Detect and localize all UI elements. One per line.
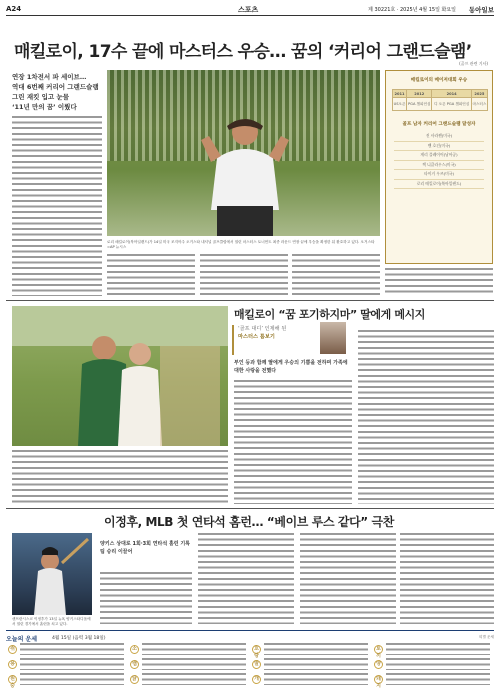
footer-date: 4월 15일 (음력 3월 18일) bbox=[52, 636, 106, 641]
lee-photo bbox=[12, 533, 92, 615]
table-cell: 디 오픈 PGA 챔피언십 bbox=[432, 98, 471, 111]
third-deck: 양키스 상대로 1회·3회 연타석 홈런 기록 팀 승리 이끌어 bbox=[100, 541, 191, 555]
section-divider bbox=[6, 300, 494, 301]
fortune-cell bbox=[128, 643, 246, 659]
main-body-text-col1 bbox=[12, 116, 102, 296]
couple-photo bbox=[12, 306, 228, 446]
table-cell: 마스터스 bbox=[471, 98, 487, 111]
second-body-col2 bbox=[358, 330, 494, 504]
fortune-cell bbox=[6, 673, 124, 689]
zodiac-icon: 개 bbox=[252, 675, 261, 684]
pull-quote bbox=[232, 325, 314, 355]
main-body-text-col4 bbox=[292, 254, 380, 296]
second-body-col1 bbox=[234, 380, 352, 504]
fortune-text bbox=[142, 643, 246, 655]
fortune-text bbox=[20, 643, 124, 655]
deck-line: 역대 6번째 커리어 그랜드슬램 bbox=[12, 83, 99, 91]
list-item: 진 사라젠(미국) bbox=[394, 132, 484, 142]
sidebar-title-2: 골프 남자 커리어 그랜드슬램 달성자 bbox=[402, 122, 476, 127]
fortune-cell bbox=[250, 643, 368, 659]
second-deck: 부인 등과 함께 딸에게 우승의 기쁨을 전하며 가족에 대한 사랑을 전했다 bbox=[234, 360, 348, 374]
main-photo bbox=[107, 70, 380, 236]
fortune-text bbox=[386, 673, 490, 685]
quote-name: 마스터스 룸보기 bbox=[238, 334, 275, 340]
fortune-text bbox=[264, 658, 368, 670]
issue-date: 제 30221호 · 2025년 4월 15일 화요일 bbox=[368, 7, 456, 13]
main-photo-caption: 로리 매킬로이(북아일랜드)가 14일 미국 조지아주 오거스타 내셔널 골프클럽에서 열린 마스터스 토너먼트 최종 라운드 연장 끝에 우승을 확정한 뒤 환호하고 있다. 오거스타=AP 뉴시스 bbox=[107, 240, 375, 249]
header-divider bbox=[6, 15, 494, 16]
fortune-text bbox=[20, 658, 124, 670]
fortune-cell bbox=[372, 658, 490, 674]
third-body-col4 bbox=[400, 533, 494, 624]
deck-line: 연장 1차전서 파 세이브… bbox=[12, 73, 87, 81]
quote-label: ‘골프 대디’ 인제해 된 bbox=[238, 326, 287, 332]
zodiac-icon: 소 bbox=[130, 645, 139, 654]
table-cell: PGA 챔피언십 bbox=[406, 98, 432, 111]
couple-caption-text bbox=[12, 450, 228, 504]
list-item: 로리 매킬로이(북아일랜드) bbox=[394, 180, 484, 190]
major-wins-sidebar bbox=[385, 70, 493, 264]
list-item: 벤 호건(미국) bbox=[394, 142, 484, 152]
fortune-cell bbox=[128, 673, 246, 689]
zodiac-icon: 말 bbox=[252, 660, 261, 669]
deck-line: ‘11년 만의 꿈’ 이뤘다 bbox=[12, 103, 77, 111]
fortune-text bbox=[264, 673, 368, 685]
main-byline: (골프 관련 기사) bbox=[459, 61, 488, 66]
batter-figure bbox=[12, 533, 92, 615]
zodiac-icon: 토끼 bbox=[374, 645, 383, 654]
fortune-cell bbox=[6, 643, 124, 659]
table-header: 2011 bbox=[394, 91, 405, 96]
zodiac-icon: 돼지 bbox=[374, 675, 383, 684]
fortune-text bbox=[386, 643, 490, 655]
section-name: 스포츠 bbox=[238, 6, 259, 14]
section-divider-2 bbox=[6, 508, 494, 509]
fortune-cell bbox=[250, 673, 368, 689]
table-header: 2014 bbox=[432, 90, 471, 98]
fortune-text bbox=[142, 673, 246, 685]
fortune-text bbox=[264, 643, 368, 655]
third-headline: 이정후, MLB 첫 연타석 홈런… “베이브 루스 같다” 극찬 bbox=[104, 515, 394, 529]
fortune-footer bbox=[6, 630, 494, 688]
third-body-col1 bbox=[100, 572, 192, 624]
deck-line: 그린 재킷 입고 눈물 bbox=[12, 93, 70, 101]
footer-title: 오늘의 운세 bbox=[6, 636, 38, 643]
main-headline: 매킬로이, 17수 끝에 마스터스 우승… 꿈의 ‘커리어 그랜드슬램’ bbox=[14, 42, 472, 62]
table-cell: US오픈 bbox=[393, 98, 407, 111]
sidebar-note-text bbox=[385, 268, 493, 296]
list-item: 잭 니클라우스(미국) bbox=[394, 161, 484, 171]
main-deck bbox=[12, 72, 102, 112]
table-header: 2012 bbox=[406, 90, 432, 98]
main-body-text-col2 bbox=[107, 254, 195, 296]
fortune-cell bbox=[372, 643, 490, 659]
third-body-col2 bbox=[198, 533, 294, 624]
fortune-text bbox=[20, 673, 124, 685]
fortune-text bbox=[386, 658, 490, 670]
author-thumbnail bbox=[320, 322, 346, 354]
couple-figures bbox=[12, 306, 228, 446]
zodiac-icon: 용 bbox=[8, 660, 17, 669]
footer-note: 띠별 운세 bbox=[478, 635, 494, 639]
third-body-col3 bbox=[300, 533, 396, 624]
fortune-cell bbox=[6, 658, 124, 674]
fortune-cell bbox=[250, 658, 368, 674]
fortune-text bbox=[142, 658, 246, 670]
sidebar-title: 매킬로이의 메이저대회 우승 bbox=[410, 78, 468, 83]
zodiac-icon: 쥐 bbox=[8, 645, 17, 654]
main-body-text-col3 bbox=[200, 254, 288, 296]
page-number: A24 bbox=[6, 5, 22, 13]
list-item: 게리 플레이어(남아공) bbox=[394, 151, 484, 161]
major-wins-table bbox=[392, 89, 488, 111]
fortune-cell bbox=[372, 673, 490, 689]
zodiac-icon: 원숭 bbox=[8, 675, 17, 684]
publication-name: 동아일보 bbox=[468, 6, 494, 14]
zodiac-icon: 뱀 bbox=[130, 660, 139, 669]
grand-slam-list bbox=[394, 132, 484, 189]
fortune-cell bbox=[128, 658, 246, 674]
list-item: 타이거 우즈(미국) bbox=[394, 170, 484, 180]
table-header: 2025 bbox=[471, 90, 487, 98]
zodiac-icon: 닭 bbox=[130, 675, 139, 684]
golfer-figure bbox=[199, 110, 291, 236]
zodiac-icon: 양 bbox=[374, 660, 383, 669]
second-headline: 매킬로이 “꿈 포기하지마” 딸에게 메시지 bbox=[234, 308, 425, 321]
zodiac-icon: 호랑 bbox=[252, 645, 261, 654]
lee-photo-caption: 샌프란시스코 이정후가 13일 뉴욕 양키스타디움에서 열린 경기에서 홈런을 치고 있다. bbox=[12, 617, 91, 626]
